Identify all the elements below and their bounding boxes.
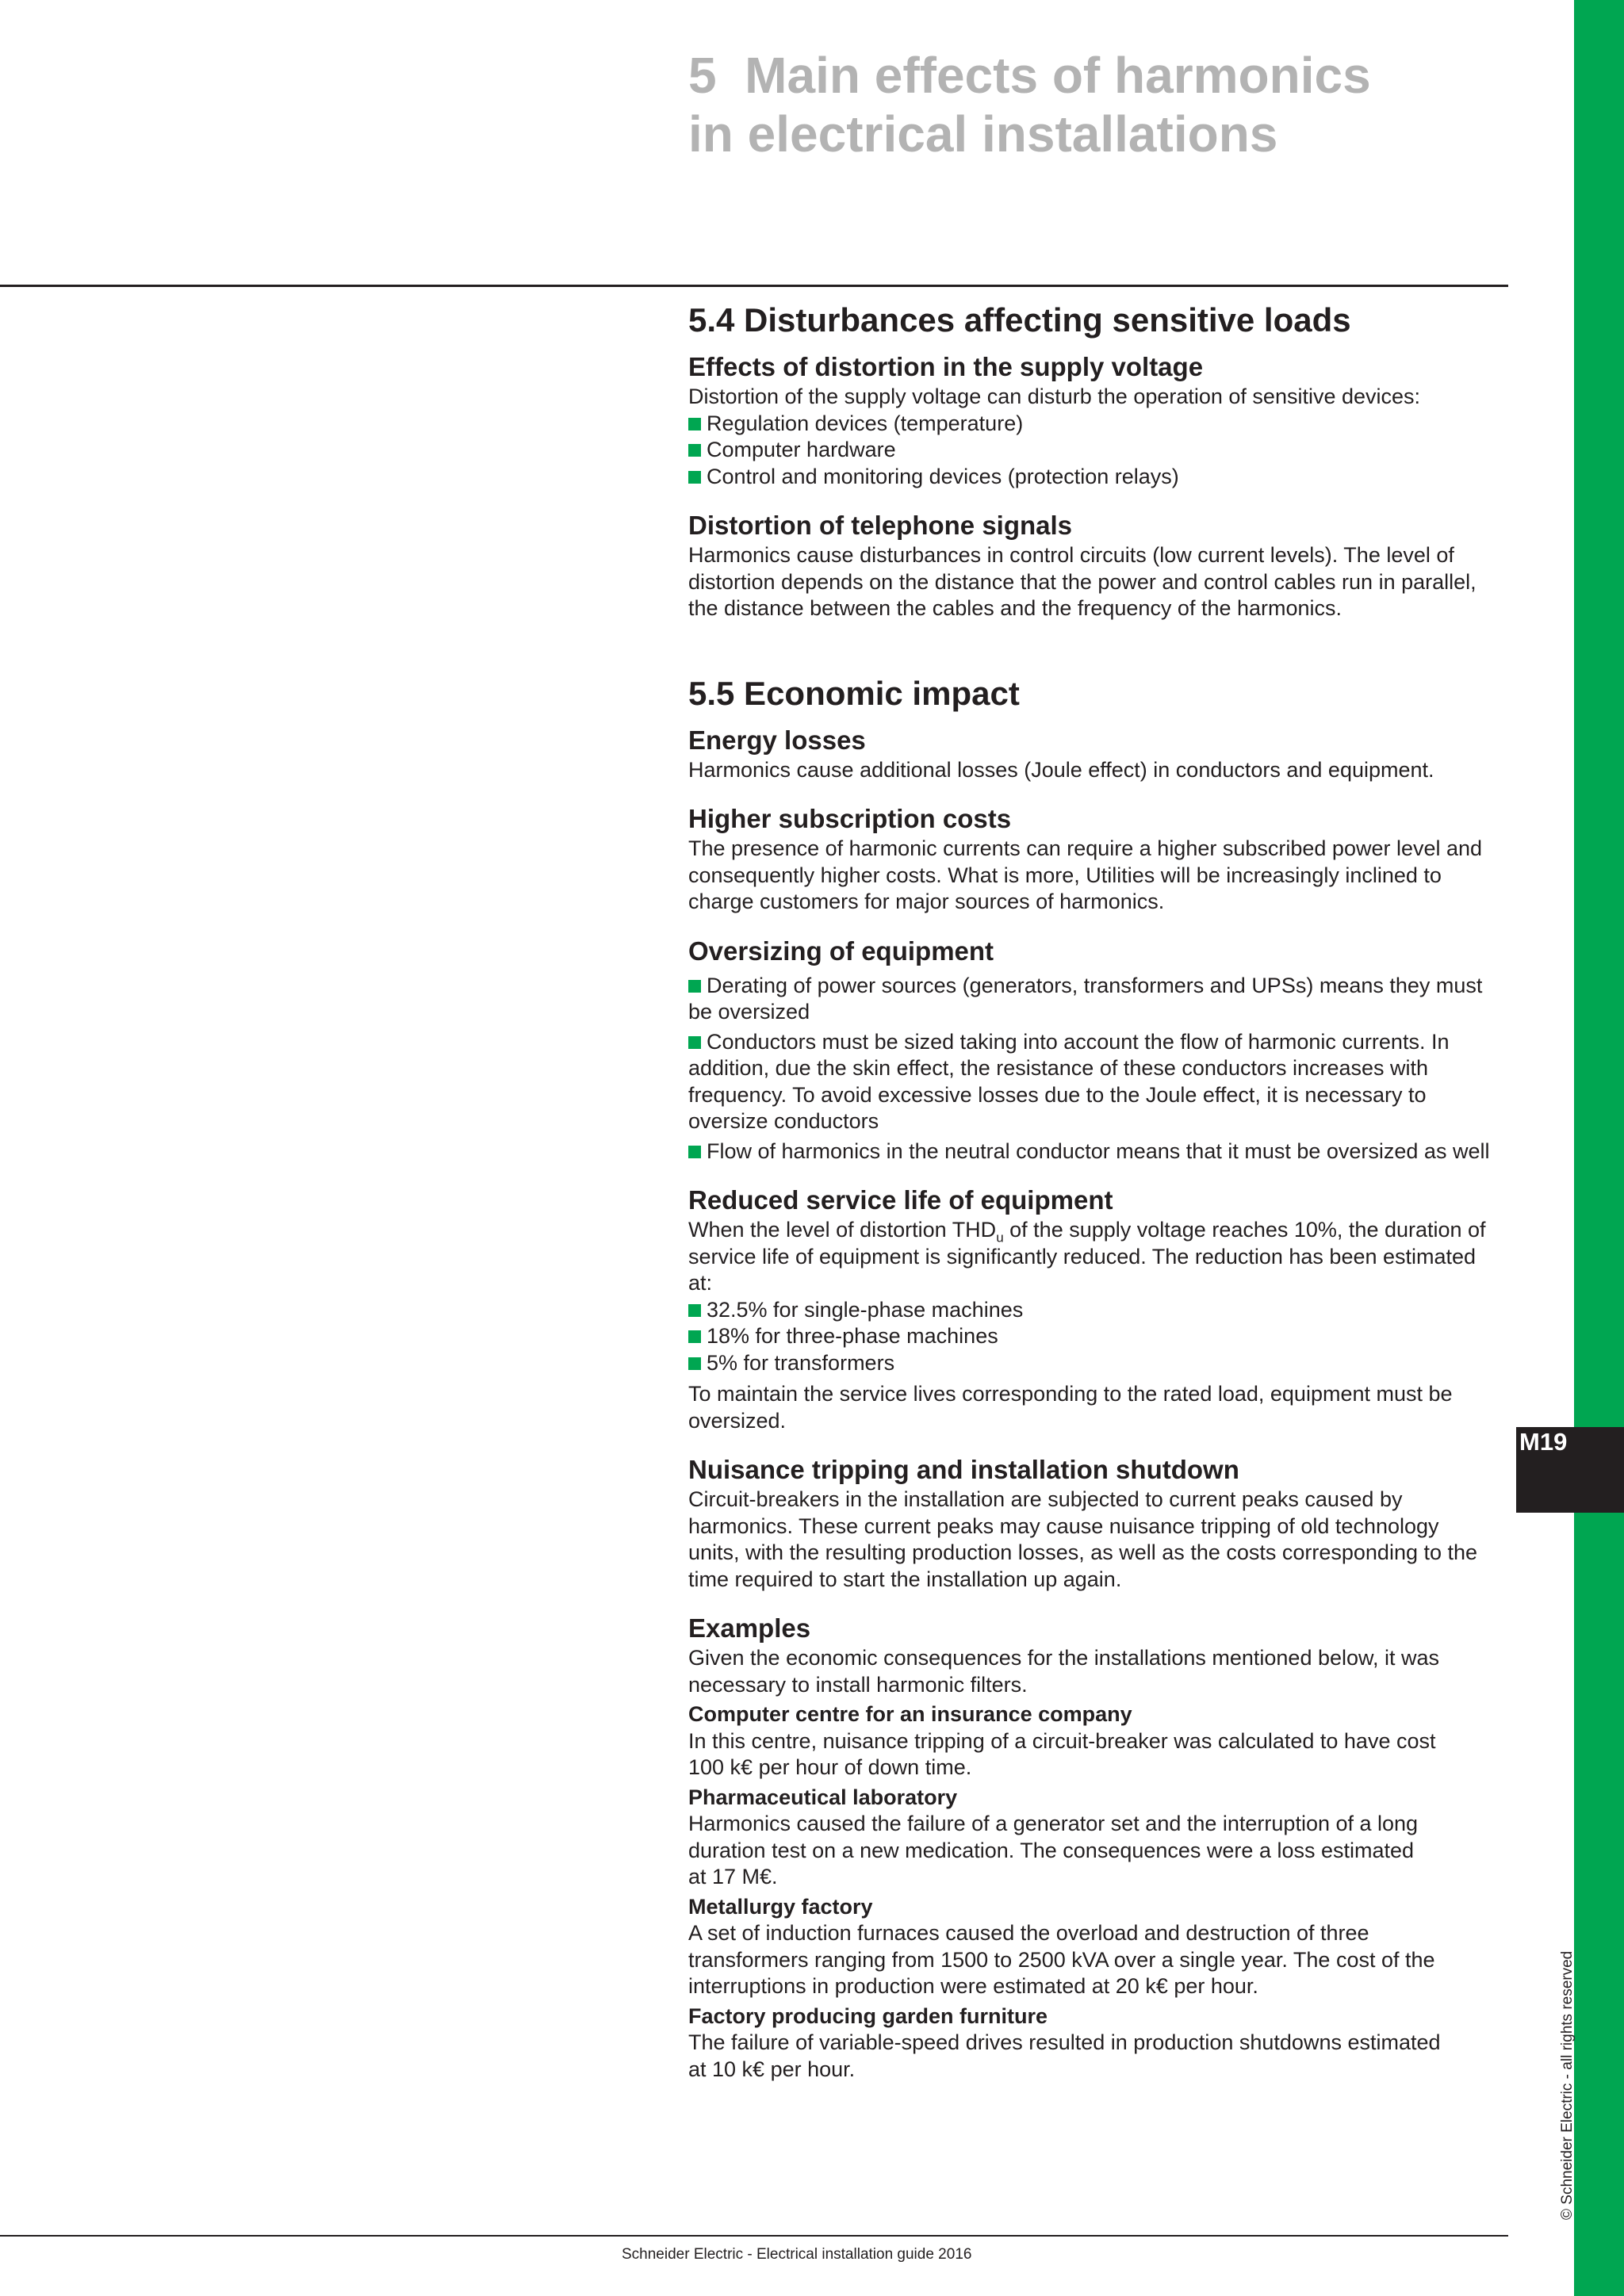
- subheading-telephone: Distortion of telephone signals: [688, 511, 1073, 540]
- bullet-text: Computer hardware: [707, 438, 896, 461]
- bullet-item: [688, 437, 1508, 464]
- bullet-text: 5% for transformers: [707, 1350, 895, 1375]
- bullet-text: Regulation devices (temperature): [707, 411, 1024, 435]
- paragraph-line: at 17 M€.: [688, 1865, 778, 1888]
- paragraph-line: interruptions in production were estimated at 20 k€ per hour.: [688, 1974, 1258, 1998]
- paragraph-line: units, with the resulting production losses, as well as the costs corresponding to the: [688, 1540, 1478, 1564]
- footer-text: Schneider Electric - Electrical installation guide 2016: [622, 2246, 972, 2263]
- bullet-square-icon: [688, 1304, 701, 1317]
- paragraph-line: consequently higher costs. What is more, Utilities will be increasingly inclined to: [688, 863, 1442, 887]
- bullet-item: [688, 1350, 1508, 1377]
- chapter-number: 5: [688, 47, 717, 104]
- main-content: [688, 293, 1508, 2083]
- bullet-text: be oversized: [688, 1000, 810, 1024]
- bullet-text: Conductors must be sized taking into account the flow of harmonic currents. In: [707, 1029, 1450, 1054]
- bullet-item: [688, 973, 1508, 1026]
- paragraph-line: time required to start the installation up again.: [688, 1567, 1122, 1591]
- chapter-title-line1: Main effects of harmonics: [745, 47, 1371, 104]
- paragraph-line: necessary to install harmonic filters.: [688, 1672, 1028, 1697]
- subheading-supply-voltage: Effects of distortion in the supply voltage: [688, 352, 1204, 381]
- subheading-service-life: Reduced service life of equipment: [688, 1185, 1113, 1215]
- paragraph: Distortion of the supply voltage can disturb the operation of sensitive devices:: [688, 385, 1421, 408]
- example-title: Computer centre for an insurance company: [688, 1702, 1132, 1726]
- paragraph-line: Circuit-breakers in the installation are subjected to current peaks caused by: [688, 1487, 1403, 1511]
- paragraph-line: the distance between the cables and the frequency of the harmonics.: [688, 596, 1342, 620]
- bullet-text: addition, due the skin effect, the resistance of these conductors increases with: [688, 1056, 1429, 1080]
- subheading-energy-losses: Energy losses: [688, 725, 866, 755]
- paragraph-line: Harmonics cause disturbances in control circuits (low current levels). The level of: [688, 543, 1454, 567]
- side-accent-bar: [1574, 0, 1624, 2296]
- example-title: Metallurgy factory: [688, 1894, 873, 1919]
- bullet-item: [688, 1297, 1508, 1324]
- bullet-square-icon: [688, 1146, 701, 1158]
- example-title: Factory producing garden furniture: [688, 2003, 1048, 2028]
- paragraph-line: oversized.: [688, 1408, 787, 1433]
- paragraph-line: In this centre, nuisance tripping of a circuit-breaker was calculated to have cost: [688, 1728, 1436, 1753]
- example-title: Pharmaceutical laboratory: [688, 1785, 958, 1809]
- paragraph-line: The presence of harmonic currents can require a higher subscribed power level and: [688, 836, 1483, 860]
- bullet-item: [688, 1029, 1508, 1135]
- paragraph-line: harmonics. These current peaks may cause nuisance tripping of old technology: [688, 1513, 1439, 1538]
- paragraph-line: To maintain the service lives corresponding to the rated load, equipment must be: [688, 1382, 1453, 1406]
- bullet-text: Control and monitoring devices (protection relays): [707, 464, 1179, 488]
- chapter-title-line2: in electrical installations: [688, 105, 1278, 163]
- paragraph-line: 100 k€ per hour of down time.: [688, 1755, 972, 1779]
- paragraph-line: Given the economic consequences for the installations mentioned below, it was: [688, 1646, 1440, 1670]
- page-number: M19: [1519, 1428, 1568, 1456]
- paragraph: Harmonics cause additional losses (Joule effect) in conductors and equipment.: [688, 757, 1434, 782]
- bullet-text: 32.5% for single-phase machines: [707, 1297, 1024, 1322]
- paragraph-line: service life of equipment is significantly reduced. The reduction has been estimated: [688, 1244, 1477, 1269]
- text-run: of the supply voltage reaches 10%, the duration of: [1003, 1218, 1486, 1242]
- paragraph-line: transformers ranging from 1500 to 2500 kVA over a single year. The cost of the: [688, 1947, 1435, 1972]
- bullet-text: Derating of power sources (generators, transformers and UPSs) means they must: [707, 973, 1483, 997]
- subheading-nuisance-tripping: Nuisance tripping and installation shutdown: [688, 1455, 1239, 1484]
- paragraph-line: The failure of variable-speed drives resulted in production shutdowns estimated: [688, 2030, 1441, 2054]
- page-number-tab: [1516, 1427, 1624, 1513]
- section-heading-5-4: 5.4 Disturbances affecting sensitive loads: [688, 301, 1351, 339]
- paragraph-line: duration test on a new medication. The consequences were a loss estimated: [688, 1838, 1415, 1862]
- footer-divider: [0, 2235, 1508, 2237]
- paragraph-line: Harmonics caused the failure of a generator set and the interruption of a long: [688, 1812, 1419, 1835]
- text-run: When the level of distortion THD: [688, 1218, 997, 1242]
- bullet-text: frequency. To avoid excessive losses due to the Joule effect, it is necessary to: [688, 1082, 1427, 1107]
- chapter-title: [688, 46, 1371, 163]
- paragraph-line: [688, 1217, 1508, 1244]
- paragraph-line: at 10 k€ per hour.: [688, 2057, 856, 2081]
- subheading-subscription-costs: Higher subscription costs: [688, 804, 1012, 833]
- bullet-square-icon: [688, 1357, 701, 1370]
- bullet-text: oversize conductors: [688, 1109, 879, 1133]
- paragraph-line: A set of induction furnaces caused the overload and destruction of three: [688, 1921, 1369, 1945]
- paragraph-line: charge customers for major sources of harmonics.: [688, 890, 1165, 913]
- paragraph-line: at:: [688, 1271, 713, 1295]
- bullet-square-icon: [688, 1036, 701, 1049]
- bullet-square-icon: [688, 444, 701, 457]
- subheading-examples: Examples: [688, 1613, 811, 1643]
- bullet-text: Flow of harmonics in the neutral conductor means that it must be oversized as well: [707, 1138, 1490, 1163]
- subheading-oversizing: Oversizing of equipment: [688, 936, 994, 966]
- paragraph-line: distortion depends on the distance that the power and control cables run in parallel,: [688, 569, 1477, 594]
- bullet-item: [688, 411, 1508, 438]
- copyright-notice: © Schneider Electric - all rights reserved: [1559, 1950, 1576, 2220]
- bullet-item: [688, 1138, 1508, 1165]
- section-heading-5-5: 5.5 Economic impact: [688, 674, 1020, 712]
- bullet-square-icon: [688, 980, 701, 993]
- bullet-item: [688, 464, 1508, 491]
- bullet-square-icon: [688, 1330, 701, 1343]
- bullet-item: [688, 1323, 1508, 1350]
- subscript: u: [996, 1230, 1004, 1246]
- bullet-text: 18% for three-phase machines: [707, 1324, 998, 1348]
- bullet-square-icon: [688, 418, 701, 430]
- bullet-square-icon: [688, 471, 701, 484]
- header-divider: [0, 285, 1508, 287]
